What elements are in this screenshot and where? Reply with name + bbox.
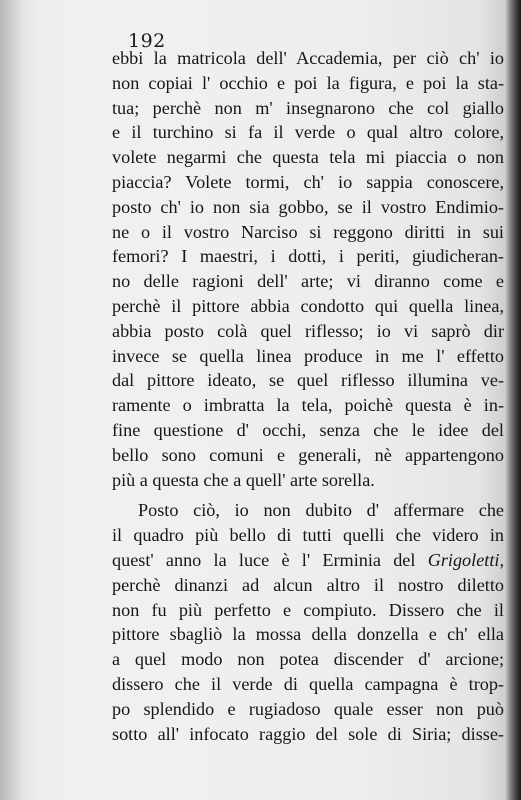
paragraph-2-continued <box>112 573 504 747</box>
text-line <box>112 548 504 573</box>
binding-gutter-shadow <box>0 0 42 800</box>
text-line: ramente o imbratta la tela, poichè questa è in- <box>112 395 504 416</box>
text-segment: quest' anno la luce è l' Erminia del <box>112 549 428 570</box>
text-line: dal pittore ideato, se quel riflesso illumina ve- <box>112 370 504 391</box>
text-line: dissero che il verde di quella campagna è trop- <box>112 673 504 694</box>
text-line: bello sono comuni e generali, nè appartengono <box>112 444 504 465</box>
text-line: femori? I maestri, i dotti, i periti, giudicheran- <box>112 246 504 267</box>
paragraph-1 <box>112 46 504 492</box>
text-line: perchè il pittore abbia condotto qui quella linea, <box>112 295 504 316</box>
page-number: 192 <box>128 30 166 52</box>
text-line: no delle ragioni dell' arte; vi diranno come e <box>112 271 504 292</box>
text-line: e il turchino si fa il verde o qual altro colore, <box>112 122 504 143</box>
text-line: invece se quella linea produce in me l' effetto <box>112 345 504 366</box>
text-line: ebbi la matricola dell' Accademia, per ciò ch' io <box>112 48 504 68</box>
text-line: ne o il vostro Narciso si reggono diritti in sui <box>112 221 504 242</box>
text-line: abbia posto colà quel riflesso; io vi saprò dir <box>112 320 504 341</box>
page-edge-shadow <box>505 0 521 800</box>
text-line: piaccia? Volete tormi, ch' io sappia conoscere, <box>112 171 504 192</box>
text-line: volete negarmi che questa tela mi piaccia o non <box>112 147 504 168</box>
text-line: posto ch' io non sia gobbo, se il vostro Endimio- <box>112 196 504 217</box>
text-line: fine questione d' occhi, senza che le idee del <box>112 419 504 440</box>
text-line: po splendido e rugiadoso quale esser non può <box>112 698 504 719</box>
paragraph-2 <box>112 498 504 746</box>
text-line: Posto ciò, io non dubito d' affermare che <box>138 500 504 521</box>
text-line: più a questa che a quell' arte sorella. <box>112 469 375 490</box>
text-line: pittore sbagliò la mossa della donzella e ch' ella <box>112 624 504 645</box>
text-line: sotto all' infocato raggio del sole di Siria; disse- <box>112 723 504 744</box>
text-line: tua; perchè non m' insegnarono che col giallo <box>112 97 504 118</box>
text-line: il quadro più bello di tutti quelli che videro in <box>112 525 504 546</box>
text-line: non copiai l' occhio e poi la figura, e poi la sta- <box>112 72 504 93</box>
italic-name-grigoletti: Grigoletti, <box>427 549 504 570</box>
text-line: a quel modo non potea discender d' arcione; <box>112 649 504 670</box>
text-line: non fu più perfetto e compiuto. Dissero che il <box>112 599 504 620</box>
body-text <box>112 46 504 746</box>
text-line: perchè dinanzi ad alcun altro il nostro diletto <box>112 574 504 595</box>
